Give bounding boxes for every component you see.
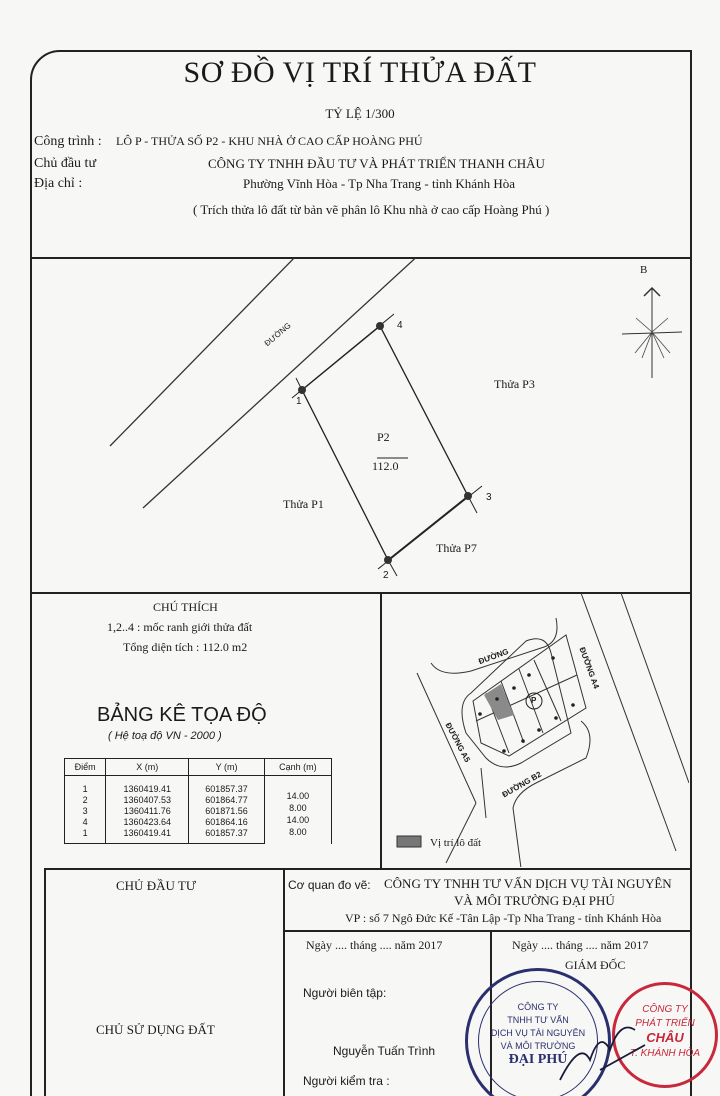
editor-name: Nguyễn Tuấn Trình: [333, 1044, 436, 1058]
marker-1: [298, 386, 306, 394]
investor-heading: CHỦ ĐẦU TƯ: [116, 878, 196, 893]
director-title: GIÁM ĐỐC: [565, 958, 626, 972]
divider: [44, 868, 690, 870]
owner-heading: CHỦ SỬ DỤNG ĐẤT: [96, 1022, 215, 1037]
divider: [44, 868, 46, 1096]
table-row: 3 1360411.76 601871.56: [65, 806, 332, 817]
col-edge: Cạnh (m): [264, 759, 331, 776]
editor-label: Người biên tập:: [303, 986, 387, 1000]
legend-heading: CHÚ THÍCH: [153, 600, 218, 614]
location-minimap: [381, 593, 689, 867]
coords-title: BẢNG KÊ TỌA ĐỘ: [97, 704, 267, 726]
agency-line1: CÔNG TY TNHH TƯ VẤN DỊCH VỤ TÀI NGUYÊN: [384, 876, 672, 891]
col-point: Điểm: [65, 759, 106, 776]
parcel-area: 112.0: [372, 459, 399, 473]
legend-markers: 1,2..4 : mốc ranh giới thửa đất: [107, 620, 253, 634]
north-label: B: [640, 264, 648, 276]
col-x: X (m): [106, 759, 189, 776]
table-row: 4 1360423.64 601864.16: [65, 817, 332, 828]
company-seal-blue: CÔNG TY TNHH TƯ VẤN DỊCH VỤ TÀI NGUYÊN VÀ MÔI TRƯỜNG ĐẠI PHÚ: [465, 968, 611, 1096]
office-address: VP : số 7 Ngô Đức Kế -Tân Lập -Tp Nha Trang - tỉnh Khánh Hòa: [345, 911, 662, 925]
minimap-road-a4: ĐƯỜNG A4: [577, 646, 601, 690]
parking-label: P: [531, 696, 537, 705]
agency-line2: VÀ MÔI TRƯỜNG ĐẠI PHÚ: [454, 893, 615, 908]
scale-label: TỶ LỆ 1/300: [325, 106, 395, 121]
minimap-road-top: ĐƯỜNG: [477, 646, 510, 667]
company-seal-red: CÔNG TY PHÁT TRIỂN CHÂU T. KHÁNH HÒA: [612, 982, 718, 1088]
address-label: Địa chỉ :: [34, 176, 83, 191]
marker-4: [376, 322, 384, 330]
point-label-2: 2: [383, 570, 389, 581]
marker-3: [464, 492, 472, 500]
minimap-road-b2: ĐƯỜNG B2: [500, 769, 544, 800]
investor-label: Chủ đầu tư: [34, 156, 97, 171]
parcel-map: [30, 258, 690, 592]
point-label-4: 4: [397, 320, 403, 331]
signature: [540, 1000, 650, 1090]
legend-swatch: [397, 836, 421, 847]
minimap-legend: Vị trí lô đất: [430, 837, 482, 849]
extract-note: ( Trích thửa lô đất từ bản vẽ phân lô Khu nhà ở cao cấp Hoàng Phú ): [193, 202, 550, 217]
minimap-road-a5: ĐƯỜNG A5: [443, 721, 472, 764]
point-label-1: 1: [296, 396, 302, 407]
table-row: 2 1360407.53 601864.77: [65, 795, 332, 806]
coordinates-table: [64, 758, 332, 844]
project-label: Công trình :: [34, 134, 102, 149]
date-right: Ngày .... tháng .... năm 2017: [512, 938, 649, 952]
neighbor-p1: Thửa P1: [283, 497, 324, 511]
marker-2: [384, 556, 392, 564]
divider: [283, 930, 690, 932]
project-value: LÔ P - THỬA SỐ P2 - KHU NHÀ Ở CAO CẤP HOÀNG PHÚ: [116, 134, 423, 148]
agency-label: Cơ quan đo vẽ:: [288, 878, 371, 892]
road-label: ĐƯỜNG: [262, 320, 293, 349]
investor-value: CÔNG TY TNHH ĐẦU TƯ VÀ PHÁT TRIỂN THANH CHÂU: [208, 156, 545, 171]
neighbor-p3: Thửa P3: [494, 377, 535, 391]
col-y: Y (m): [189, 759, 264, 776]
north-arrow-icon: [622, 288, 682, 378]
address-value: Phường Vĩnh Hòa - Tp Nha Trang - tỉnh Khánh Hòa: [243, 176, 515, 191]
date-left: Ngày .... tháng .... năm 2017: [306, 938, 443, 952]
table-row: 1 1360419.41 601857.37: [65, 828, 332, 844]
divider: [283, 868, 285, 1096]
neighbor-p7: Thửa P7: [436, 541, 477, 555]
table-row: 1 1360419.41 601857.37 14.00 8.00 14.00 8.00: [65, 776, 332, 796]
checker-label: Người kiểm tra :: [303, 1074, 390, 1088]
parcel-id: P2: [377, 430, 390, 444]
point-label-3: 3: [486, 492, 492, 503]
document-title: SƠ ĐỒ VỊ TRÍ THỬA ĐẤT: [183, 56, 537, 89]
legend-total-area: Tổng diện tích : 112.0 m2: [123, 640, 248, 654]
coords-system: ( Hệ toạ độ VN - 2000 ): [108, 730, 222, 742]
